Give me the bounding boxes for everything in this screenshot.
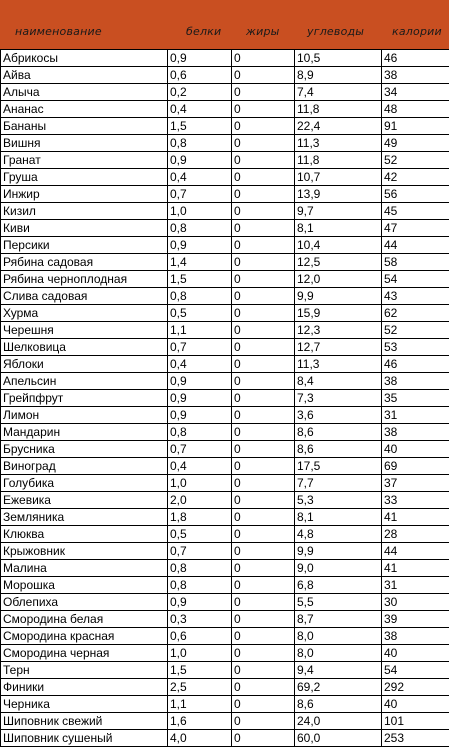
cell-protein: 1,6 (168, 713, 232, 730)
cell-fat: 0 (232, 645, 295, 662)
cell-carbs: 5,3 (295, 492, 382, 509)
cell-carbs: 10,4 (295, 237, 382, 254)
cell-name: Айва (1, 67, 168, 84)
cell-fat: 0 (232, 305, 295, 322)
cell-fat: 0 (232, 441, 295, 458)
cell-protein: 0,9 (168, 237, 232, 254)
cell-calories: 46 (382, 50, 449, 67)
cell-protein: 0,4 (168, 169, 232, 186)
cell-calories: 52 (382, 152, 449, 169)
cell-calories: 40 (382, 441, 449, 458)
cell-carbs: 9,4 (295, 662, 382, 679)
cell-calories: 41 (382, 560, 449, 577)
cell-protein: 2,5 (168, 679, 232, 696)
cell-protein: 0,7 (168, 339, 232, 356)
cell-name: Виноград (1, 458, 168, 475)
cell-name: Ежевика (1, 492, 168, 509)
cell-protein: 0,8 (168, 220, 232, 237)
cell-name: Мандарин (1, 424, 168, 441)
cell-fat: 0 (232, 373, 295, 390)
cell-fat: 0 (232, 237, 295, 254)
cell-carbs: 7,4 (295, 84, 382, 101)
cell-protein: 0,9 (168, 594, 232, 611)
cell-name: Финики (1, 679, 168, 696)
cell-carbs: 69,2 (295, 679, 382, 696)
table-row (1, 288, 449, 305)
cell-name: Шиповник свежий (1, 713, 168, 730)
cell-protein: 4,0 (168, 730, 232, 747)
cell-protein: 1,4 (168, 254, 232, 271)
cell-carbs: 15,9 (295, 305, 382, 322)
table-row (1, 475, 449, 492)
table-row (1, 441, 449, 458)
cell-calories: 42 (382, 169, 449, 186)
table-row (1, 628, 449, 645)
table-row (1, 730, 449, 747)
cell-name: Персики (1, 237, 168, 254)
cell-carbs: 11,3 (295, 135, 382, 152)
cell-name: Инжир (1, 186, 168, 203)
table-row (1, 169, 449, 186)
cell-protein: 1,5 (168, 271, 232, 288)
cell-name: Слива садовая (1, 288, 168, 305)
cell-calories: 48 (382, 101, 449, 118)
cell-calories: 44 (382, 237, 449, 254)
cell-calories: 56 (382, 186, 449, 203)
cell-name: Черешня (1, 322, 168, 339)
cell-name: Яблоки (1, 356, 168, 373)
cell-calories: 35 (382, 390, 449, 407)
cell-calories: 49 (382, 135, 449, 152)
table-row (1, 84, 449, 101)
cell-protein: 0,4 (168, 101, 232, 118)
cell-carbs: 8,6 (295, 696, 382, 713)
cell-fat: 0 (232, 424, 295, 441)
cell-calories: 40 (382, 696, 449, 713)
cell-carbs: 11,8 (295, 101, 382, 118)
table-row (1, 696, 449, 713)
cell-name: Грейпфрут (1, 390, 168, 407)
cell-protein: 1,8 (168, 509, 232, 526)
nutrition-table (0, 49, 449, 747)
cell-protein: 0,7 (168, 441, 232, 458)
cell-name: Алыча (1, 84, 168, 101)
cell-fat: 0 (232, 679, 295, 696)
table-row (1, 611, 449, 628)
cell-calories: 43 (382, 288, 449, 305)
cell-carbs: 9,9 (295, 543, 382, 560)
cell-name: Крыжовник (1, 543, 168, 560)
cell-carbs: 60,0 (295, 730, 382, 747)
header-name: наименование (15, 25, 102, 38)
cell-carbs: 9,9 (295, 288, 382, 305)
table-row (1, 577, 449, 594)
cell-protein: 0,7 (168, 186, 232, 203)
cell-calories: 91 (382, 118, 449, 135)
cell-name: Рябина черноплодная (1, 271, 168, 288)
cell-name: Клюква (1, 526, 168, 543)
cell-carbs: 9,7 (295, 203, 382, 220)
cell-protein: 0,4 (168, 356, 232, 373)
header-calories: калории (392, 25, 442, 38)
cell-fat: 0 (232, 713, 295, 730)
cell-calories: 40 (382, 645, 449, 662)
cell-carbs: 7,3 (295, 390, 382, 407)
cell-carbs: 11,3 (295, 356, 382, 373)
cell-fat: 0 (232, 152, 295, 169)
cell-calories: 101 (382, 713, 449, 730)
table-row (1, 373, 449, 390)
cell-calories: 38 (382, 628, 449, 645)
cell-name: Малина (1, 560, 168, 577)
cell-calories: 38 (382, 67, 449, 84)
cell-fat: 0 (232, 271, 295, 288)
cell-carbs: 10,5 (295, 50, 382, 67)
cell-fat: 0 (232, 662, 295, 679)
table-row (1, 101, 449, 118)
table-row (1, 67, 449, 84)
cell-name: Абрикосы (1, 50, 168, 67)
cell-fat: 0 (232, 492, 295, 509)
cell-carbs: 9,0 (295, 560, 382, 577)
table-row (1, 679, 449, 696)
cell-fat: 0 (232, 118, 295, 135)
cell-carbs: 8,9 (295, 67, 382, 84)
cell-protein: 2,0 (168, 492, 232, 509)
table-row (1, 713, 449, 730)
table-row (1, 594, 449, 611)
cell-fat: 0 (232, 458, 295, 475)
cell-calories: 47 (382, 220, 449, 237)
cell-name: Морошка (1, 577, 168, 594)
cell-calories: 41 (382, 509, 449, 526)
table-row (1, 50, 449, 67)
cell-fat: 0 (232, 356, 295, 373)
cell-name: Облепиха (1, 594, 168, 611)
table-row (1, 254, 449, 271)
cell-fat: 0 (232, 543, 295, 560)
table-row (1, 390, 449, 407)
cell-fat: 0 (232, 390, 295, 407)
table-row (1, 492, 449, 509)
cell-protein: 1,5 (168, 118, 232, 135)
cell-carbs: 12,5 (295, 254, 382, 271)
cell-carbs: 12,7 (295, 339, 382, 356)
cell-protein: 0,8 (168, 424, 232, 441)
cell-carbs: 22,4 (295, 118, 382, 135)
cell-fat: 0 (232, 186, 295, 203)
cell-fat: 0 (232, 509, 295, 526)
cell-protein: 0,9 (168, 407, 232, 424)
cell-carbs: 8,1 (295, 509, 382, 526)
cell-name: Лимон (1, 407, 168, 424)
cell-name: Бананы (1, 118, 168, 135)
table-row (1, 220, 449, 237)
cell-name: Смородина черная (1, 645, 168, 662)
cell-fat: 0 (232, 84, 295, 101)
cell-name: Голубика (1, 475, 168, 492)
cell-name: Рябина садовая (1, 254, 168, 271)
cell-calories: 38 (382, 373, 449, 390)
table-row (1, 305, 449, 322)
cell-protein: 0,7 (168, 543, 232, 560)
cell-protein: 0,4 (168, 458, 232, 475)
cell-carbs: 5,5 (295, 594, 382, 611)
cell-name: Земляника (1, 509, 168, 526)
table-row (1, 458, 449, 475)
cell-protein: 0,8 (168, 135, 232, 152)
cell-calories: 34 (382, 84, 449, 101)
cell-calories: 292 (382, 679, 449, 696)
cell-protein: 0,9 (168, 50, 232, 67)
table-row (1, 322, 449, 339)
cell-name: Смородина красная (1, 628, 168, 645)
table-row (1, 407, 449, 424)
cell-fat: 0 (232, 577, 295, 594)
header-protein: белки (186, 25, 222, 38)
table-row (1, 356, 449, 373)
cell-name: Шелковица (1, 339, 168, 356)
cell-protein: 1,1 (168, 696, 232, 713)
cell-protein: 1,0 (168, 203, 232, 220)
cell-calories: 38 (382, 424, 449, 441)
cell-fat: 0 (232, 322, 295, 339)
table-row (1, 543, 449, 560)
cell-name: Черника (1, 696, 168, 713)
table-row (1, 509, 449, 526)
cell-carbs: 8,4 (295, 373, 382, 390)
cell-protein: 0,5 (168, 305, 232, 322)
cell-calories: 45 (382, 203, 449, 220)
cell-name: Вишня (1, 135, 168, 152)
cell-name: Кизил (1, 203, 168, 220)
table-header (0, 0, 449, 49)
cell-carbs: 8,6 (295, 424, 382, 441)
table-row (1, 271, 449, 288)
cell-carbs: 11,8 (295, 152, 382, 169)
cell-carbs: 8,7 (295, 611, 382, 628)
table-row (1, 203, 449, 220)
cell-protein: 0,9 (168, 390, 232, 407)
cell-name: Хурма (1, 305, 168, 322)
cell-name: Киви (1, 220, 168, 237)
cell-carbs: 17,5 (295, 458, 382, 475)
cell-fat: 0 (232, 50, 295, 67)
cell-name: Терн (1, 662, 168, 679)
cell-fat: 0 (232, 475, 295, 492)
table-row (1, 135, 449, 152)
cell-calories: 69 (382, 458, 449, 475)
cell-name: Шиповник сушеный (1, 730, 168, 747)
cell-fat: 0 (232, 696, 295, 713)
cell-fat: 0 (232, 101, 295, 118)
cell-protein: 0,8 (168, 288, 232, 305)
cell-fat: 0 (232, 67, 295, 84)
cell-calories: 44 (382, 543, 449, 560)
cell-fat: 0 (232, 203, 295, 220)
table-row (1, 339, 449, 356)
cell-protein: 0,3 (168, 611, 232, 628)
cell-carbs: 13,9 (295, 186, 382, 203)
cell-fat: 0 (232, 288, 295, 305)
cell-calories: 30 (382, 594, 449, 611)
table-row (1, 186, 449, 203)
cell-fat: 0 (232, 220, 295, 237)
cell-carbs: 8,6 (295, 441, 382, 458)
cell-carbs: 12,0 (295, 271, 382, 288)
cell-fat: 0 (232, 135, 295, 152)
cell-calories: 33 (382, 492, 449, 509)
table-row (1, 152, 449, 169)
cell-carbs: 12,3 (295, 322, 382, 339)
cell-protein: 0,9 (168, 373, 232, 390)
cell-name: Гранат (1, 152, 168, 169)
table-body (1, 50, 449, 747)
cell-calories: 31 (382, 577, 449, 594)
cell-fat: 0 (232, 594, 295, 611)
cell-calories: 46 (382, 356, 449, 373)
cell-protein: 0,9 (168, 152, 232, 169)
cell-calories: 39 (382, 611, 449, 628)
cell-name: Ананас (1, 101, 168, 118)
cell-fat: 0 (232, 169, 295, 186)
cell-carbs: 8,0 (295, 645, 382, 662)
cell-name: Груша (1, 169, 168, 186)
cell-carbs: 24,0 (295, 713, 382, 730)
cell-fat: 0 (232, 254, 295, 271)
cell-calories: 37 (382, 475, 449, 492)
cell-fat: 0 (232, 526, 295, 543)
cell-name: Брусника (1, 441, 168, 458)
header-carbs: углеводы (307, 25, 365, 38)
cell-protein: 0,8 (168, 577, 232, 594)
cell-protein: 0,6 (168, 67, 232, 84)
cell-protein: 1,5 (168, 662, 232, 679)
cell-carbs: 3,6 (295, 407, 382, 424)
cell-calories: 54 (382, 662, 449, 679)
cell-calories: 28 (382, 526, 449, 543)
cell-carbs: 8,0 (295, 628, 382, 645)
cell-fat: 0 (232, 730, 295, 747)
cell-fat: 0 (232, 339, 295, 356)
cell-calories: 253 (382, 730, 449, 747)
cell-protein: 1,1 (168, 322, 232, 339)
cell-carbs: 4,8 (295, 526, 382, 543)
cell-fat: 0 (232, 407, 295, 424)
table-row (1, 118, 449, 135)
cell-calories: 62 (382, 305, 449, 322)
cell-fat: 0 (232, 628, 295, 645)
cell-fat: 0 (232, 560, 295, 577)
cell-fat: 0 (232, 611, 295, 628)
cell-protein: 0,5 (168, 526, 232, 543)
cell-calories: 31 (382, 407, 449, 424)
cell-calories: 53 (382, 339, 449, 356)
cell-protein: 1,0 (168, 645, 232, 662)
cell-calories: 58 (382, 254, 449, 271)
cell-calories: 52 (382, 322, 449, 339)
cell-carbs: 8,1 (295, 220, 382, 237)
cell-name: Апельсин (1, 373, 168, 390)
cell-protein: 1,0 (168, 475, 232, 492)
cell-protein: 0,8 (168, 560, 232, 577)
header-fat: жиры (246, 25, 280, 38)
cell-protein: 0,2 (168, 84, 232, 101)
cell-calories: 54 (382, 271, 449, 288)
table-row (1, 645, 449, 662)
cell-name: Смородина белая (1, 611, 168, 628)
cell-carbs: 10,7 (295, 169, 382, 186)
table-row (1, 560, 449, 577)
table-row (1, 424, 449, 441)
table-row (1, 237, 449, 254)
table-row (1, 662, 449, 679)
table-row (1, 526, 449, 543)
cell-carbs: 6,8 (295, 577, 382, 594)
cell-carbs: 7,7 (295, 475, 382, 492)
cell-protein: 0,6 (168, 628, 232, 645)
